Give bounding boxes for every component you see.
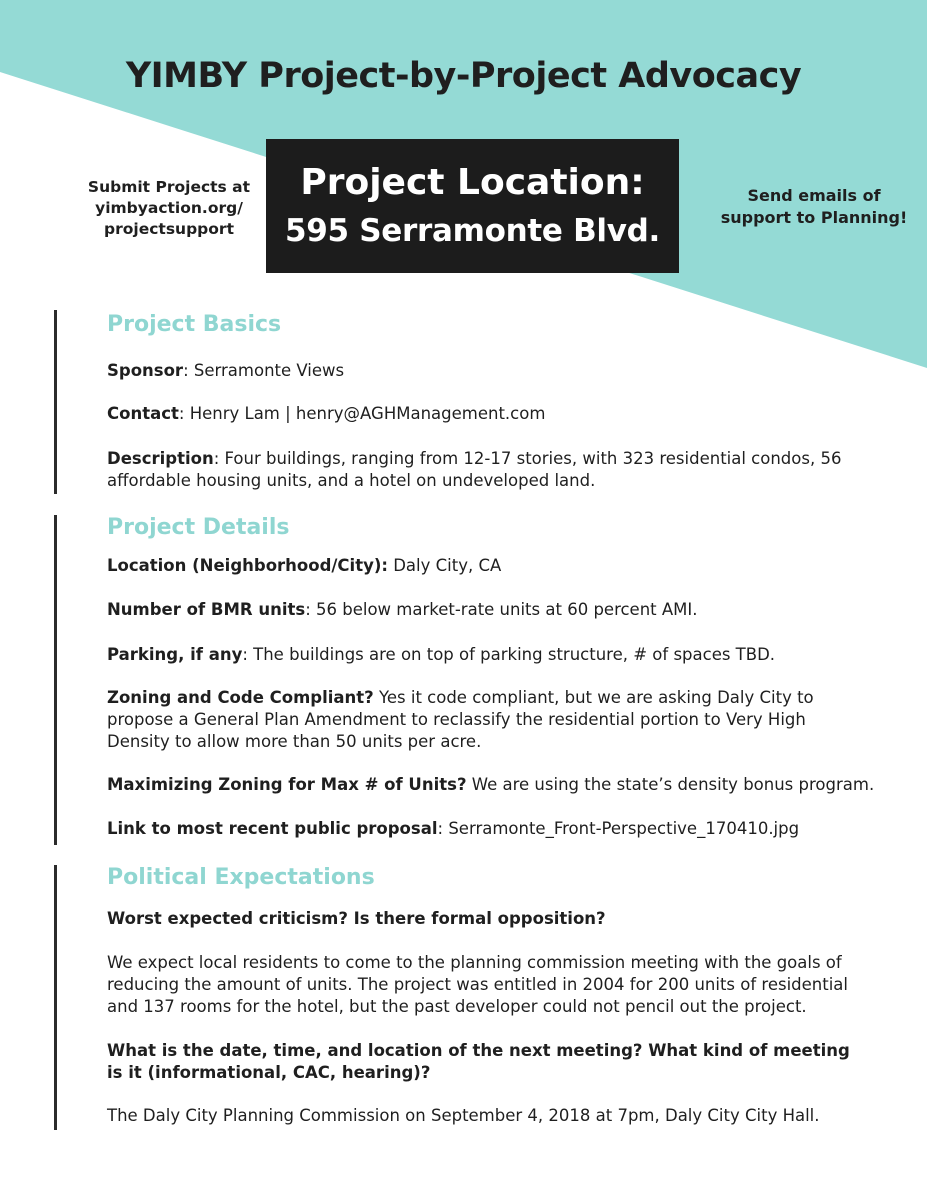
project-location-label: Project Location:	[300, 162, 645, 203]
submit-projects-note	[62, 177, 276, 240]
send-emails-note	[684, 185, 927, 229]
submit-note-line: projectsupport	[104, 220, 234, 238]
contact-value: : Henry Lam | henry@AGHManagement.com	[178, 404, 546, 423]
contact-label: Contact	[107, 404, 179, 423]
criticism-question-text: Worst expected criticism? Is there formal opposition?	[107, 909, 606, 928]
page-title: YIMBY Project-by-Project Advocacy	[125, 56, 802, 96]
bmr-value: : 56 below market-rate units at 60 percent AMI.	[305, 600, 698, 619]
location-label: Location (Neighborhood/City):	[107, 556, 388, 575]
email-note-line: Send emails of	[747, 186, 881, 205]
project-basics-heading: Project Basics	[107, 312, 282, 337]
bmr-label: Number of BMR units	[107, 600, 306, 619]
meeting-question	[107, 1040, 867, 1084]
description-row	[107, 448, 867, 492]
submit-note-line: yimbyaction.org/	[95, 199, 243, 217]
email-note-line: support to Planning!	[720, 208, 908, 227]
sponsor-value: : Serramonte Views	[183, 361, 345, 380]
project-basics-section	[54, 310, 842, 494]
submit-note-line: Submit Projects at	[87, 178, 251, 196]
zoning-label: Zoning and Code Compliant?	[107, 688, 374, 707]
project-details-section	[54, 515, 875, 845]
project-details-heading: Project Details	[107, 515, 290, 540]
max-zoning-value: We are using the state’s density bonus program.	[466, 775, 875, 794]
parking-value: : The buildings are on top of parking structure, # of spaces TBD.	[242, 645, 776, 664]
contact-row	[107, 403, 867, 425]
zoning-row	[107, 687, 867, 753]
parking-label: Parking, if any	[107, 645, 243, 664]
proposal-link-label: Link to most recent public proposal	[107, 819, 438, 838]
location-value: Daly City, CA	[387, 556, 502, 575]
max-zoning-row	[107, 774, 875, 796]
criticism-question	[107, 908, 867, 930]
description-label: Description	[107, 449, 214, 468]
project-location-address: 595 Serramonte Blvd.	[284, 213, 661, 249]
proposal-link-row	[107, 818, 867, 840]
political-expectations-heading: Political Expectations	[107, 865, 375, 890]
location-row	[107, 555, 867, 577]
sponsor-label: Sponsor	[107, 361, 184, 380]
sponsor-row	[107, 360, 867, 382]
bmr-row	[107, 599, 867, 621]
description-value: : Four buildings, ranging from 12-17 stories, with 323 residential condos, 56 affordable housing units, and a hotel on undeveloped land.	[107, 449, 842, 490]
zoning-value: Yes it code compliant, but we are asking Daly City to propose a General Plan Amendment to reclassify the residential portion to Very High Density to allow more than 50 units per acre.	[107, 688, 814, 751]
political-expectations-section	[54, 865, 850, 1130]
criticism-answer: We expect local residents to come to the planning commission meeting with the goals of reducing the amount of units. The project was entitled in 2004 for 200 units of residential and 137 rooms for the hotel, but the past developer could not pencil out the project.	[107, 953, 848, 1016]
parking-row	[107, 644, 867, 666]
meeting-answer: The Daly City Planning Commission on September 4, 2018 at 7pm, Daly City City Hall.	[107, 1106, 820, 1125]
meeting-question-text: What is the date, time, and location of the next meeting? What kind of meeting is it (informational, CAC, hearing)?	[107, 1041, 850, 1082]
proposal-link-value: : Serramonte_Front-Perspective_170410.jpg	[437, 819, 800, 838]
project-location-box	[266, 139, 679, 273]
max-zoning-label: Maximizing Zoning for Max # of Units?	[107, 775, 467, 794]
